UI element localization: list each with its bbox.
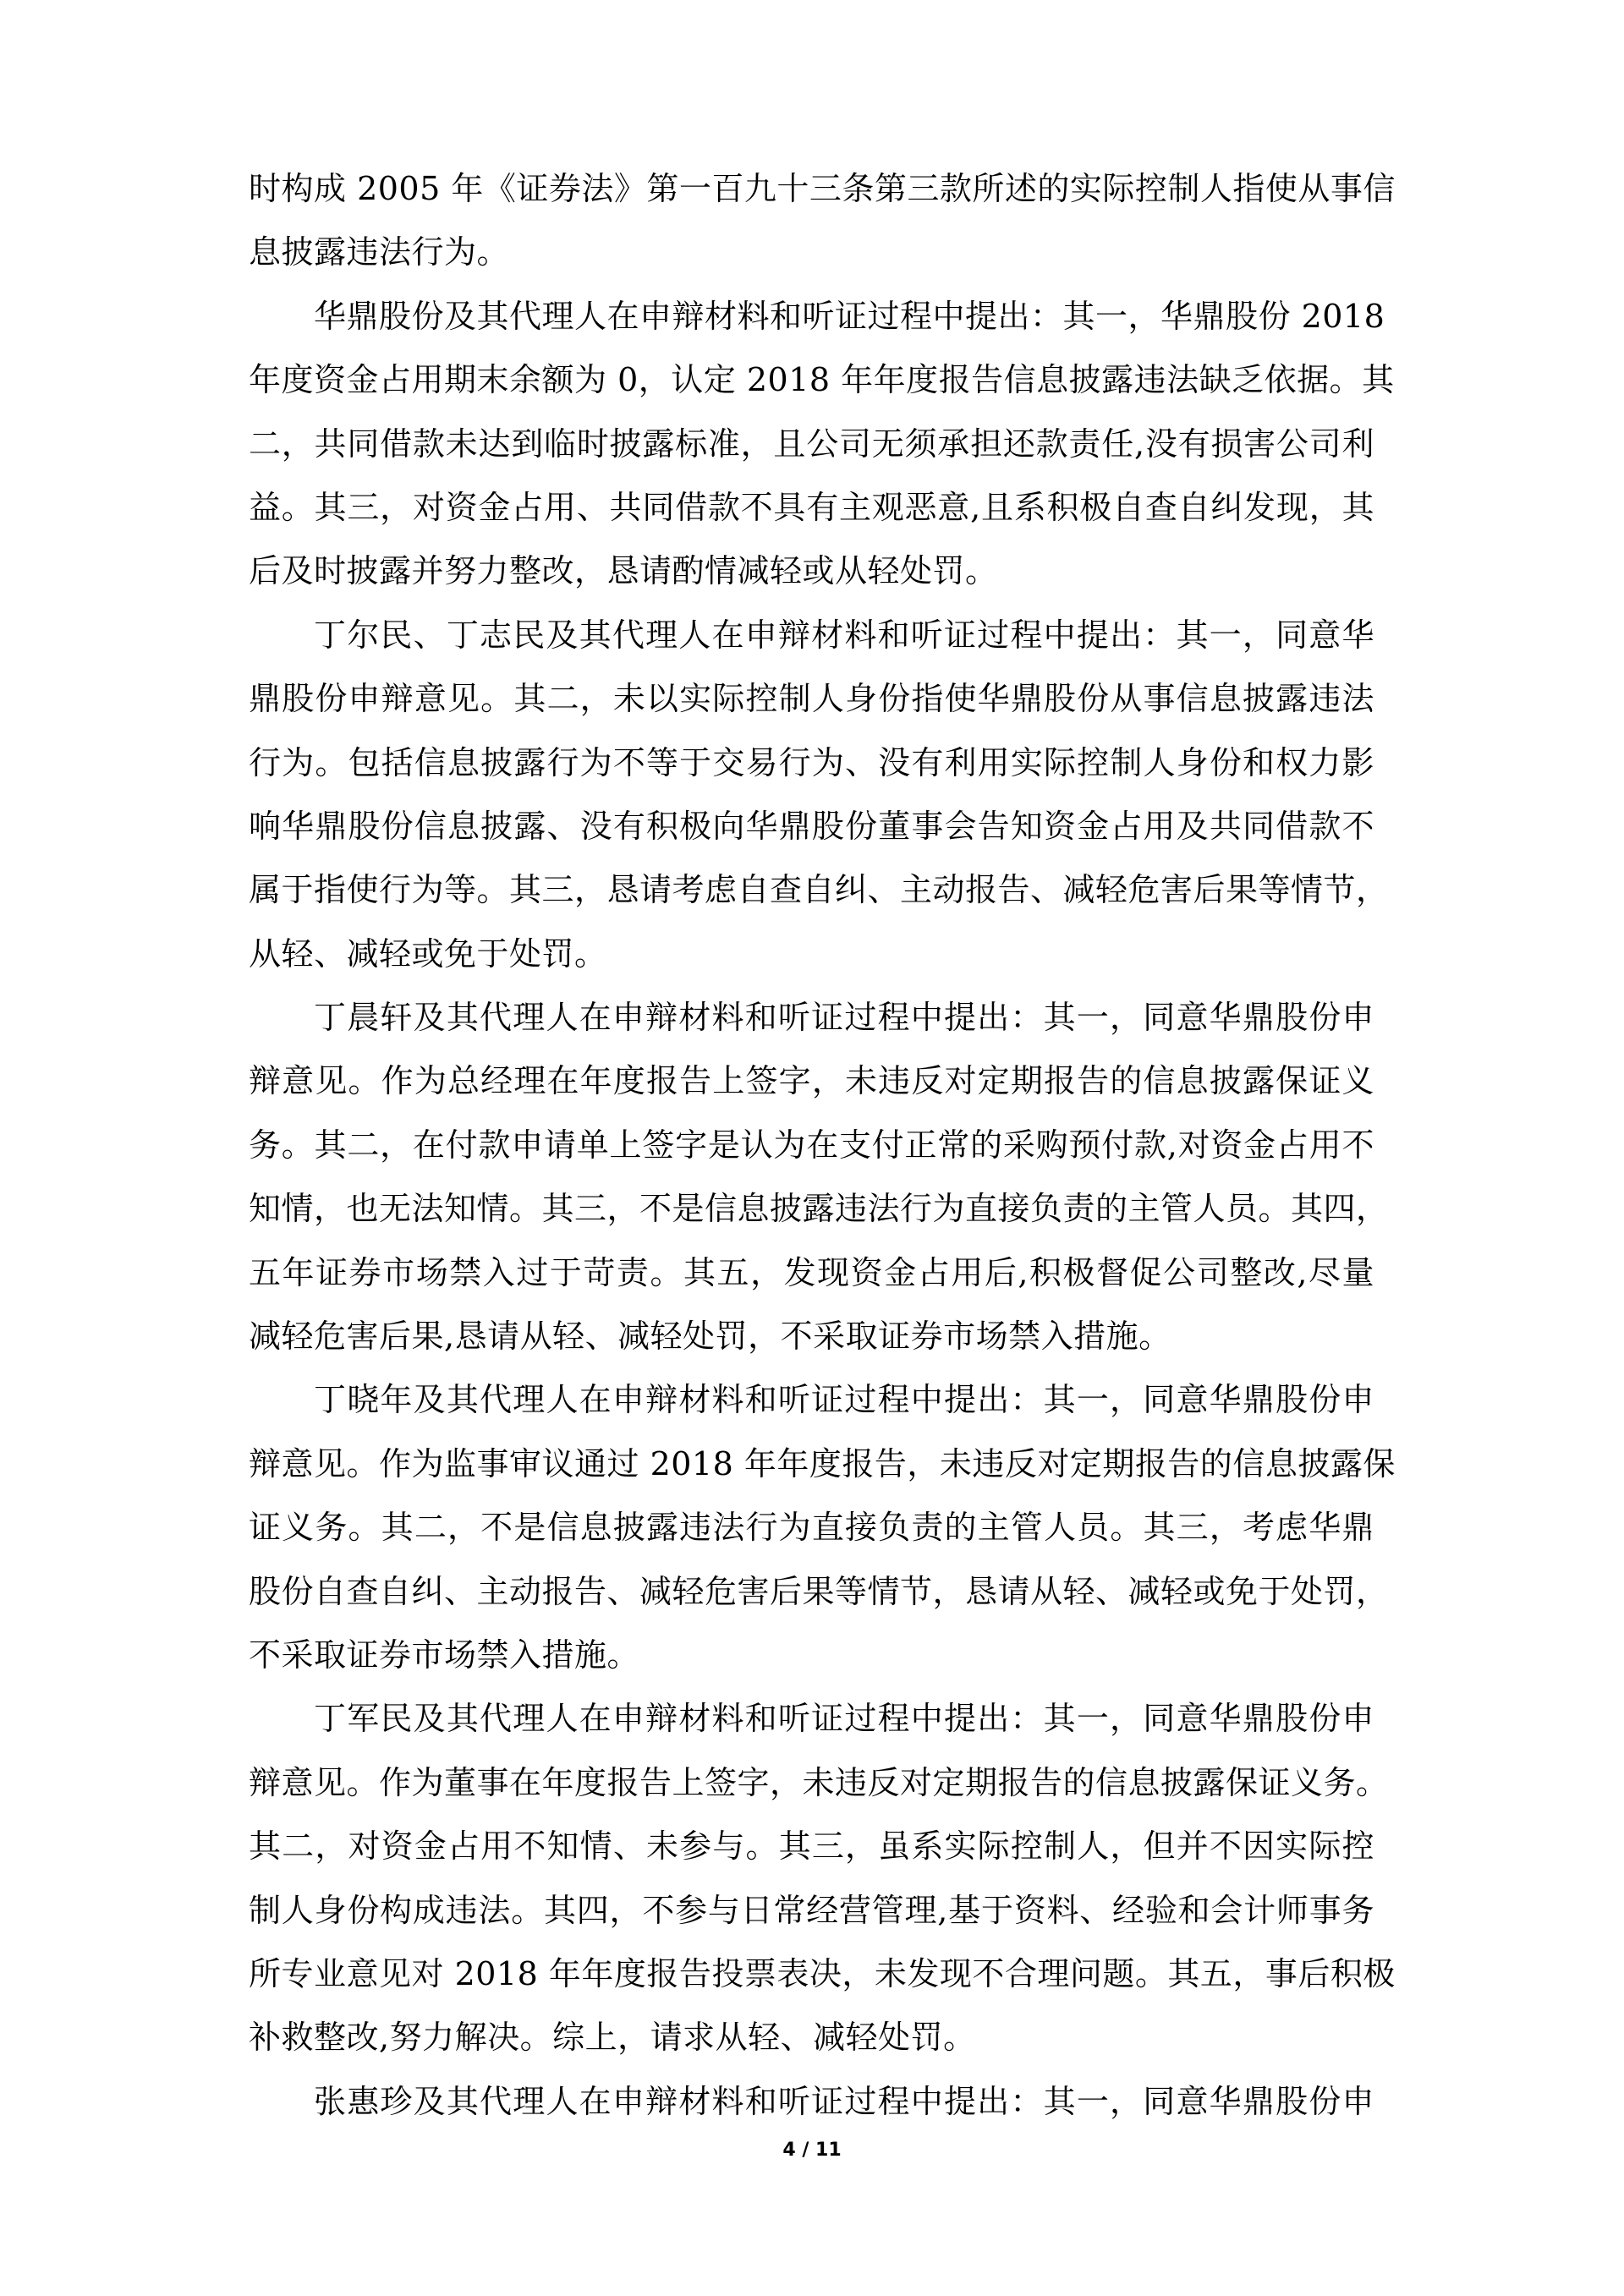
paragraph-ding-chenxuan-defense: [249, 986, 1389, 1368]
text-line: 鼎股份申辩意见。其二，未以实际控制人身份指使华鼎股份从事信息披露违法: [249, 680, 1374, 718]
text-line: 补救整改,努力解决。综上，请求从轻、减轻处罚。: [249, 2019, 976, 2057]
paragraph-ding-junmin-defense: [249, 1687, 1396, 2069]
text-line: 其二，对资金占用不知情、未参与。其三，虽系实际控制人，但并不因实际控: [249, 1827, 1374, 1866]
paragraph-ding-xiaonian-defense: [249, 1368, 1396, 1687]
text-line: 所专业意见对 2018 年年度报告投票表决，未发现不合理问题。其五，事后积极: [249, 1954, 1396, 1992]
text-line: 股份自查自纠、主动报告、减轻危害后果等情节，恳请从轻、减轻或免于处罚，: [249, 1572, 1389, 1610]
text-line: 辩意见。作为总经理在年度报告上签字，未违反对定期报告的信息披露保证义: [249, 1062, 1374, 1100]
text-line: 不采取证券市场禁入措施。: [249, 1636, 640, 1674]
text-line: 辩意见。作为监事审议通过 2018 年年度报告，未违反对定期报告的信息披露保: [249, 1444, 1396, 1482]
text-line: 丁军民及其代理人在申辩材料和听证过程中提出：其一，同意华鼎股份申: [314, 1700, 1374, 1738]
text-line: 华鼎股份及其代理人在申辩材料和听证过程中提出：其一，华鼎股份 2018: [314, 297, 1385, 335]
text-line: 息披露违法行为。: [249, 233, 510, 271]
text-line: 二，共同借款未达到临时披露标准，且公司无须承担还款责任,没有损害公司利: [249, 425, 1374, 463]
text-line: 务。其二，在付款申请单上签字是认为在支付正常的采购预付款,对资金占用不: [249, 1126, 1374, 1164]
page-number: 4 / 11: [782, 2140, 842, 2161]
paragraph-huading-defense: [249, 285, 1395, 604]
text-line: 五年证券市场禁入过于苛责。其五，发现资金占用后,积极督促公司整改,尽量: [249, 1253, 1374, 1291]
paragraph-ding-ermin-zhimin-defense: [249, 604, 1389, 986]
text-line: 后及时披露并努力整改，恳请酌情减轻或从轻处罚。: [249, 552, 998, 590]
text-line: 益。其三，对资金占用、共同借款不具有主观恶意,且系积极自查自纠发现，其: [249, 488, 1374, 526]
text-line: 减轻危害后果,恳请从轻、减轻处罚，不采取证券市场禁入措施。: [249, 1318, 1171, 1356]
text-line: 响华鼎股份信息披露、没有积极向华鼎股份董事会告知资金占用及共同借款不: [249, 807, 1374, 845]
text-line: 知情，也无法知情。其三，不是信息披露违法行为直接负责的主管人员。其四，: [249, 1190, 1389, 1228]
text-line: 制人身份构成违法。其四，不参与日常经营管理,基于资料、经验和会计师事务: [249, 1891, 1374, 1929]
document-body: [249, 157, 1396, 2134]
text-line: 辩意见。作为董事在年度报告上签字，未违反对定期报告的信息披露保证义务。: [249, 1763, 1389, 1801]
text-line: 丁晓年及其代理人在申辩材料和听证过程中提出：其一，同意华鼎股份申: [314, 1381, 1374, 1419]
text-line: 丁晨轩及其代理人在申辩材料和听证过程中提出：其一，同意华鼎股份申: [314, 999, 1374, 1037]
text-line: 属于指使行为等。其三，恳请考虑自查自纠、主动报告、减轻危害后果等情节，: [249, 871, 1389, 909]
text-line: 丁尔民、丁志民及其代理人在申辩材料和听证过程中提出：其一，同意华: [314, 616, 1374, 654]
paragraph-zhang-huizhen-defense: [249, 2070, 1374, 2134]
text-line: 时构成 2005 年《证券法》第一百九十三条第三款所述的实际控制人指使从事信: [249, 170, 1396, 207]
text-line: 证义务。其二，不是信息披露违法行为直接负责的主管人员。其三，考虑华鼎: [249, 1509, 1374, 1547]
text-line: 张惠珍及其代理人在申辩材料和听证过程中提出：其一，同意华鼎股份申: [314, 2082, 1374, 2120]
text-line: 行为。包括信息披露行为不等于交易行为、没有利用实际控制人身份和权力影: [249, 743, 1374, 781]
text-line: 年度资金占用期末余额为 0，认定 2018 年年度报告信息披露违法缺乏依据。其: [249, 361, 1395, 399]
paragraph-continued: [249, 157, 1396, 285]
text-line: 从轻、减轻或免于处罚。: [249, 934, 607, 973]
